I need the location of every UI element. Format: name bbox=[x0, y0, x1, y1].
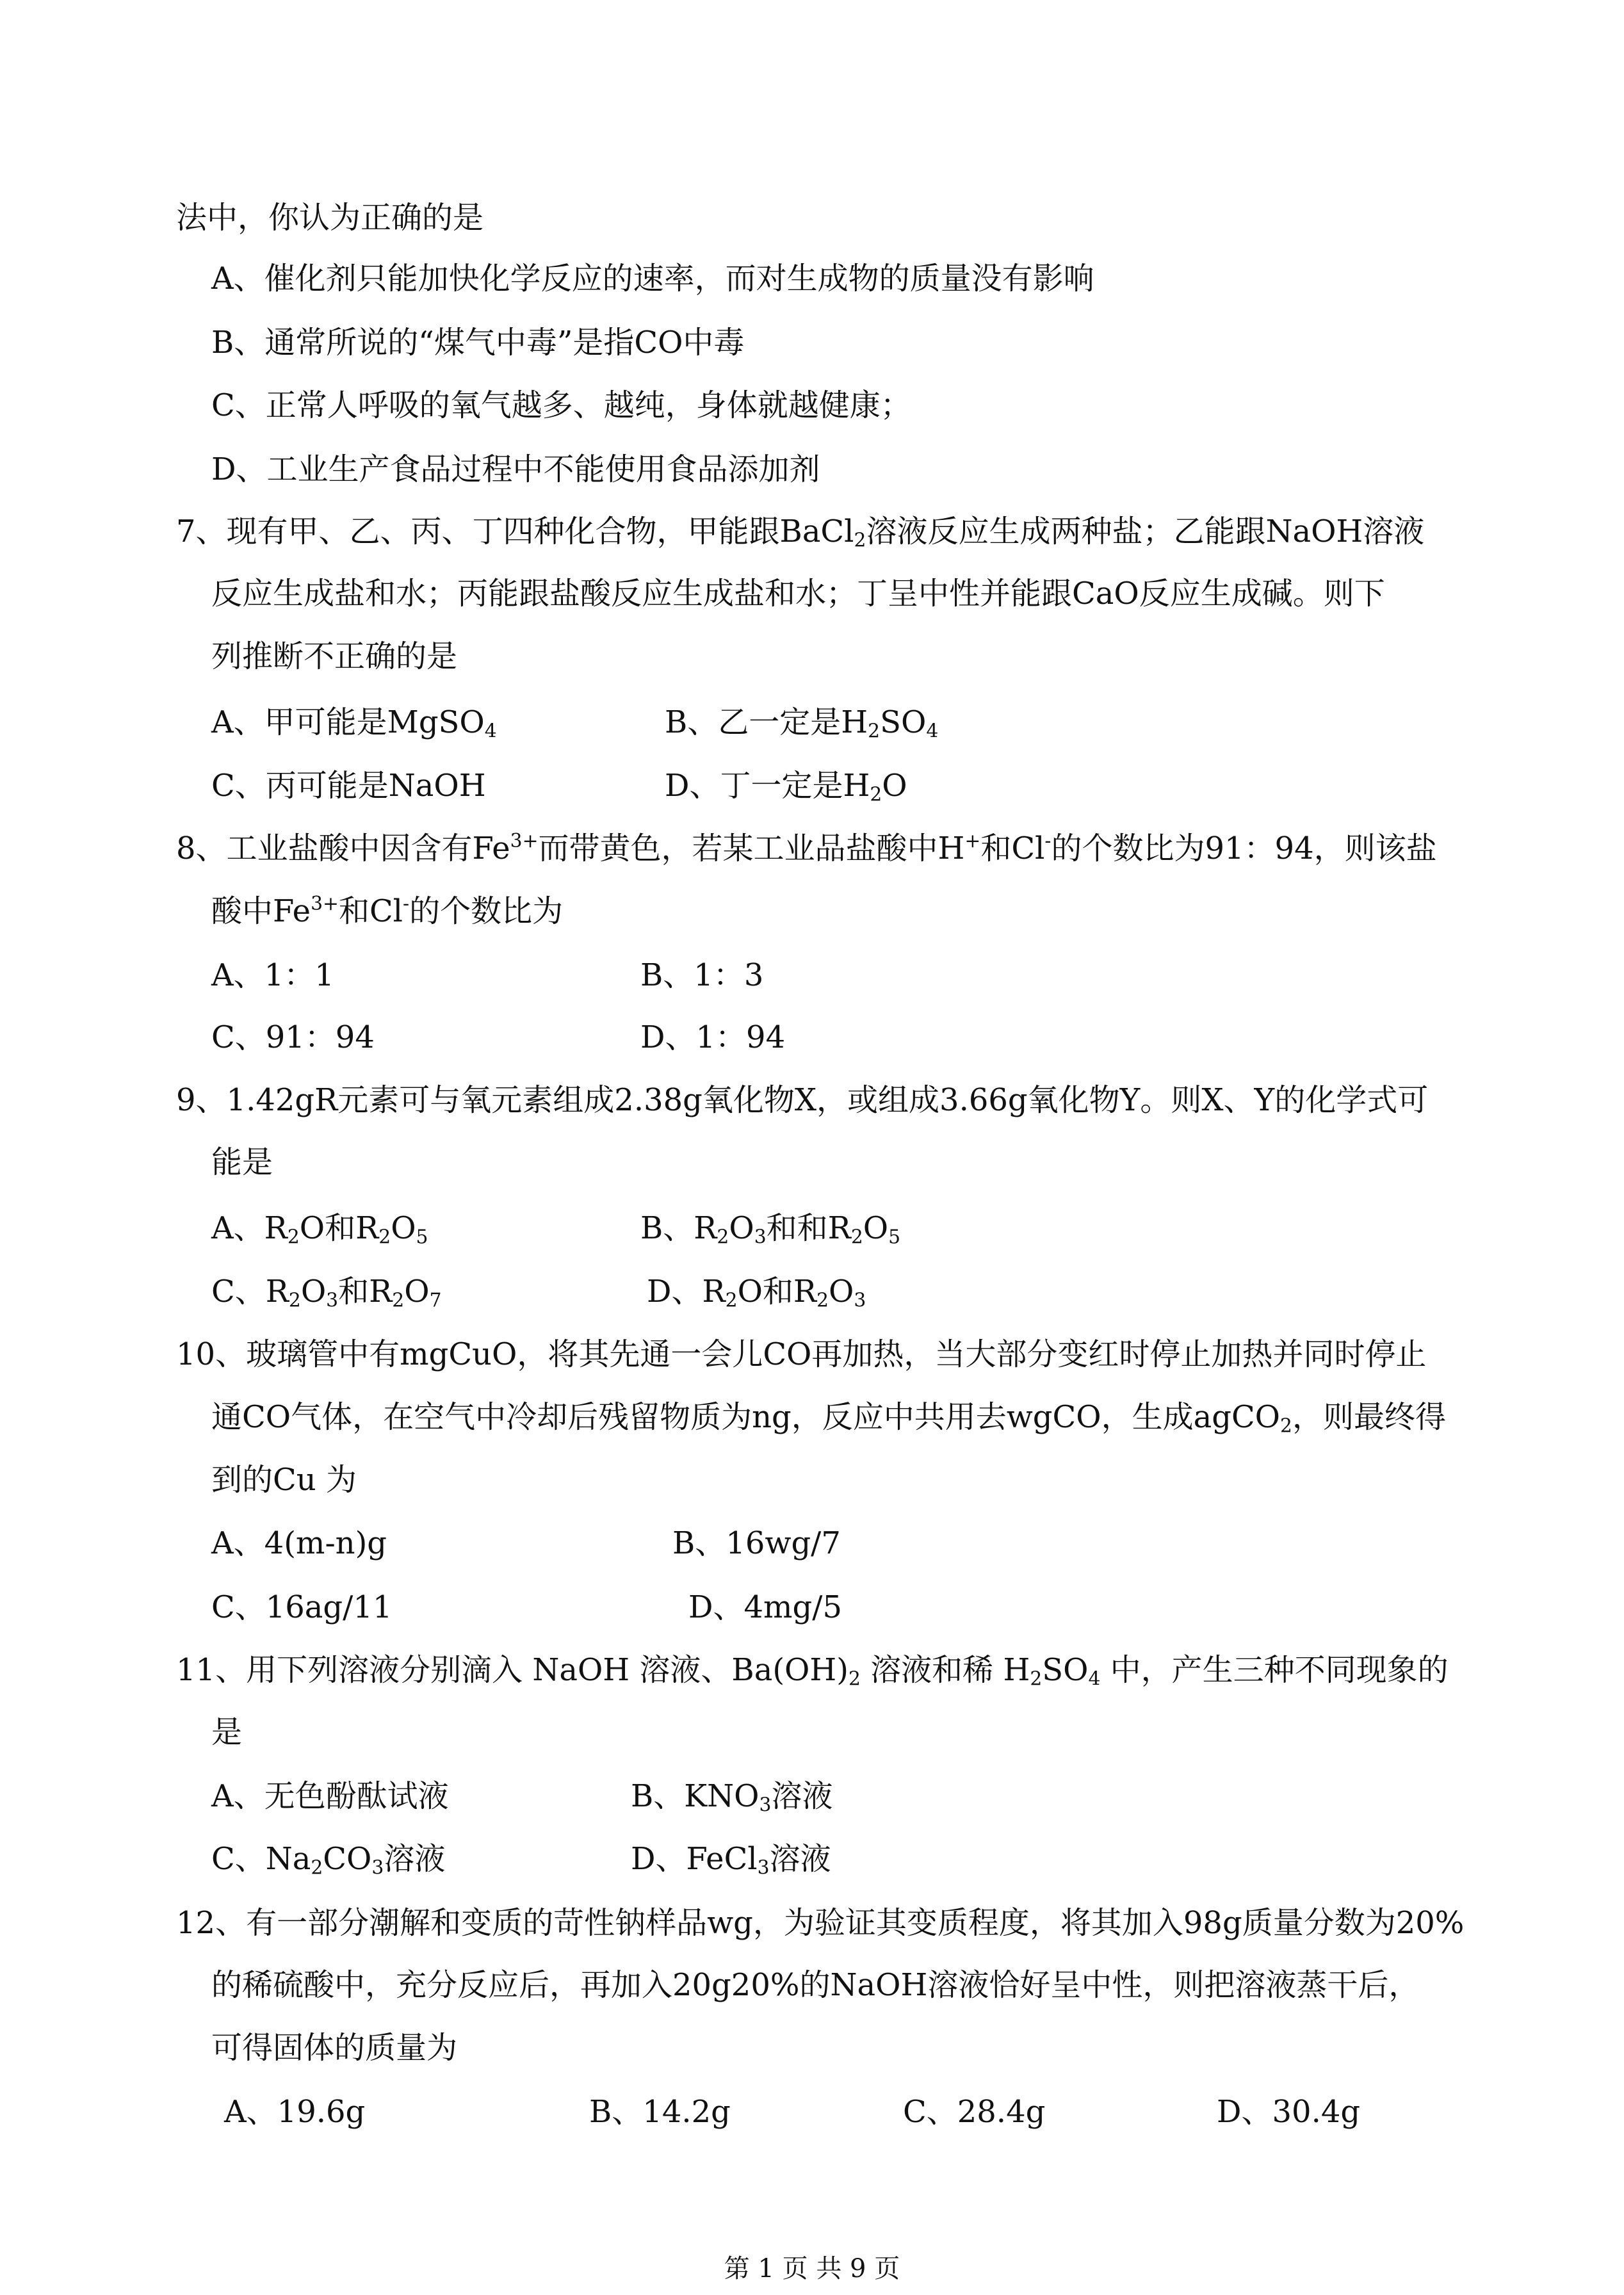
q12-option-c: C、28.4g bbox=[903, 2094, 1046, 2130]
q9-option-c: C、$R_2O_3$和$R_2O_7$ bbox=[211, 1274, 442, 1312]
q7-option-d: D、丁一定是$H_2O$ bbox=[665, 768, 907, 806]
q12-option-b: B、14.2g bbox=[589, 2094, 731, 2130]
q7-option-c: C、丙可能是NaOH bbox=[211, 768, 486, 804]
page-footer: 第 1 页 共 9 页 bbox=[724, 2254, 900, 2283]
q8-option-b: B、1：3 bbox=[640, 957, 764, 993]
q12-option-d: D、30.4g bbox=[1217, 2094, 1361, 2130]
q8-option-c: C、91：94 bbox=[211, 1019, 375, 1055]
q10-option-c: C、16ag/11 bbox=[211, 1589, 393, 1625]
q9-option-d: D、$R_2O$和$R_2O_3$ bbox=[647, 1274, 866, 1312]
q11-option-b: B、$KNO_3$溶液 bbox=[631, 1778, 833, 1817]
exam-page: 法中，你认为正确的是 A、催化剂只能加快化学反应的速率，而对生成物的质量没有影响 B、通常所说的“煤气中毒”是指CO中毒 C、正常人呼吸的氧气越多、越纯，身体就越健康； D、工业生产食品过程中不能使用食品添加剂 7、现有甲、乙、丙、丁四种化合物，甲能跟BaCl$_2$溶液反应生成两种盐；乙能跟NaOH溶液 反应生成盐和水；丙能跟盐酸反应生成盐和水；丁呈中性并能跟CaO反应生成碱。则下 列推断不正确的是 A、甲可能是MgSO$_4$ B、乙一定是$H_2SO_4$ C、丙可能是NaOH D、丁一定是$H_2O$ 8、工业盐酸中因含有$Fe^{3+}$而带黄色，若某工业品盐酸中H+和Cl-的个数比为91：94，则该盐 酸中$Fe^{3+}$和Cl-的个数比为 A、1：1 B、1：3 C、91：94 D、1：94 9、1.42gR元素可与氧元素组成2.38g氧化物X，或组成3.66g氧化物Y。则X、Y的化学式可 能是 A、$R_2O$和$R_2O_5$ B、$R_2O_3$和和$R_2O_5$ C、$R_2O_3$和$R_2O_7$ D、$R_2O$和$R_2O_3$ 10、玻璃管中有mgCuO，将其先通一会儿CO再加热，当大部分变红时停止加热并同时停止 通CO气体，在空气中冷却后残留物质为ng，反应中共用去wgCO，生成agCO$_2$，则最终得 到的Cu 为 A、4(m-n)g B、16wg/7 C、16ag/11 D、4mg/5 11、用下列溶液分别滴入 NaOH 溶液、$Ba(OH)_2$ 溶液和稀 $H_2SO_4$ 中，产生三种不同现象的 是 A、无色酚酞试液 B、$KNO_3$溶液 C、$Na_2CO_3$溶液 D、FeCl$_3$溶液 12、有一部分潮解和变质的苛性钠样品wg，为验证其变质程度，将其加入98g质量分数为20% 的稀硫酸中，充分反应后，再加入20g20%的NaOH溶液恰好呈中性，则把溶液蒸干后， 可得固体的质量为 A、19.6g B、14.2g C、28.4g D、30.4g 第 1 页 共 9 页 bbox=[0, 0, 1624, 2295]
q7-option-b: B、乙一定是$H_2SO_4$ bbox=[665, 704, 939, 743]
q11-option-a: A、无色酚酞试液 bbox=[211, 1778, 449, 1814]
q12-option-a: A、19.6g bbox=[224, 2094, 366, 2130]
q9-option-a: A、$R_2O$和$R_2O_5$ bbox=[211, 1210, 428, 1249]
q7-option-a: A、甲可能是MgSO$_4$ bbox=[211, 704, 497, 743]
q8-option-a: A、1：1 bbox=[211, 957, 334, 993]
q8-option-d: D、1：94 bbox=[640, 1019, 786, 1055]
q10-option-b: B、16wg/7 bbox=[672, 1525, 841, 1561]
q10-option-d: D、4mg/5 bbox=[688, 1589, 842, 1625]
q11-option-c: C、$Na_2CO_3$溶液 bbox=[211, 1841, 446, 1879]
q10-option-a: A、4(m-n)g bbox=[211, 1525, 387, 1561]
q11-option-d: D、FeCl$_3$溶液 bbox=[631, 1841, 831, 1879]
q9-option-b: B、$R_2O_3$和和$R_2O_5$ bbox=[640, 1210, 901, 1249]
